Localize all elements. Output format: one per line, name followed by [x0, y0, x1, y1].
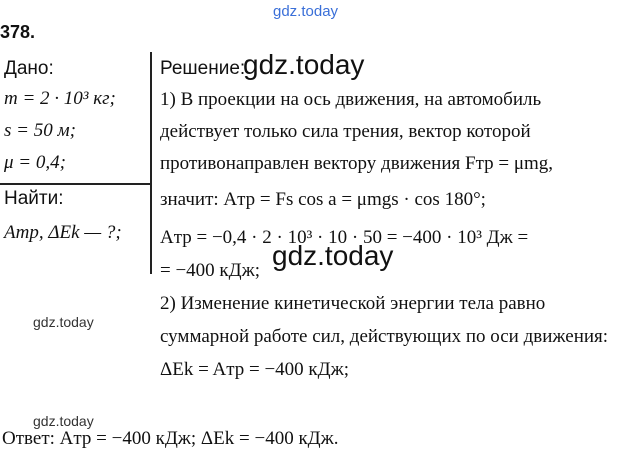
solution-line-1: 1) В проекции на ось движения, на автомобиль — [160, 89, 542, 110]
solution-line-9: ΔEk = Aтр = −400 кДж; — [160, 359, 350, 380]
given-item-distance: s = 50 м; — [4, 120, 76, 141]
given-label: Дано: — [4, 58, 54, 79]
solution-line-8: суммарной работе сил, действующих по оси движения: — [160, 326, 609, 347]
watermark-bottom: gdz.today — [33, 413, 94, 429]
watermark-left: gdz.today — [33, 314, 94, 330]
solution-label: Решение: — [160, 58, 246, 79]
answer: Ответ: Aтр = −400 кДж; ΔEk = −400 кДж. — [2, 428, 339, 449]
given-divider — [0, 183, 150, 185]
problem-number: 378. — [0, 22, 36, 42]
solution-line-3: противонаправлен вектору движения Fтр = μmg, — [160, 153, 554, 174]
solution-divider — [150, 52, 152, 274]
given-item-friction: μ = 0,4; — [4, 152, 66, 173]
solution-line-7: 2) Изменение кинетической энергии тела равно — [160, 293, 546, 314]
solution-line-6: = −400 кДж; — [160, 260, 261, 281]
watermark-middle: gdz.today — [272, 240, 394, 271]
watermark-top: gdz.today — [273, 3, 339, 20]
given-item-mass: m = 2 · 10³ кг; — [4, 88, 116, 109]
watermark-solution: gdz.today — [243, 49, 365, 80]
solution-line-2: действует только сила трения, вектор которой — [160, 121, 531, 142]
solution-line-4: значит: Aтр = Fs cos a = μmgs · cos 180°; — [160, 189, 486, 210]
solution-line-5: Aтр = −0,4 · 2 · 10³ · 10 · 50 = −400 · 10³ Дж = — [160, 227, 529, 248]
find-label: Найти: — [4, 188, 64, 209]
find-value: Aтр, ΔEk — ?; — [4, 222, 122, 243]
